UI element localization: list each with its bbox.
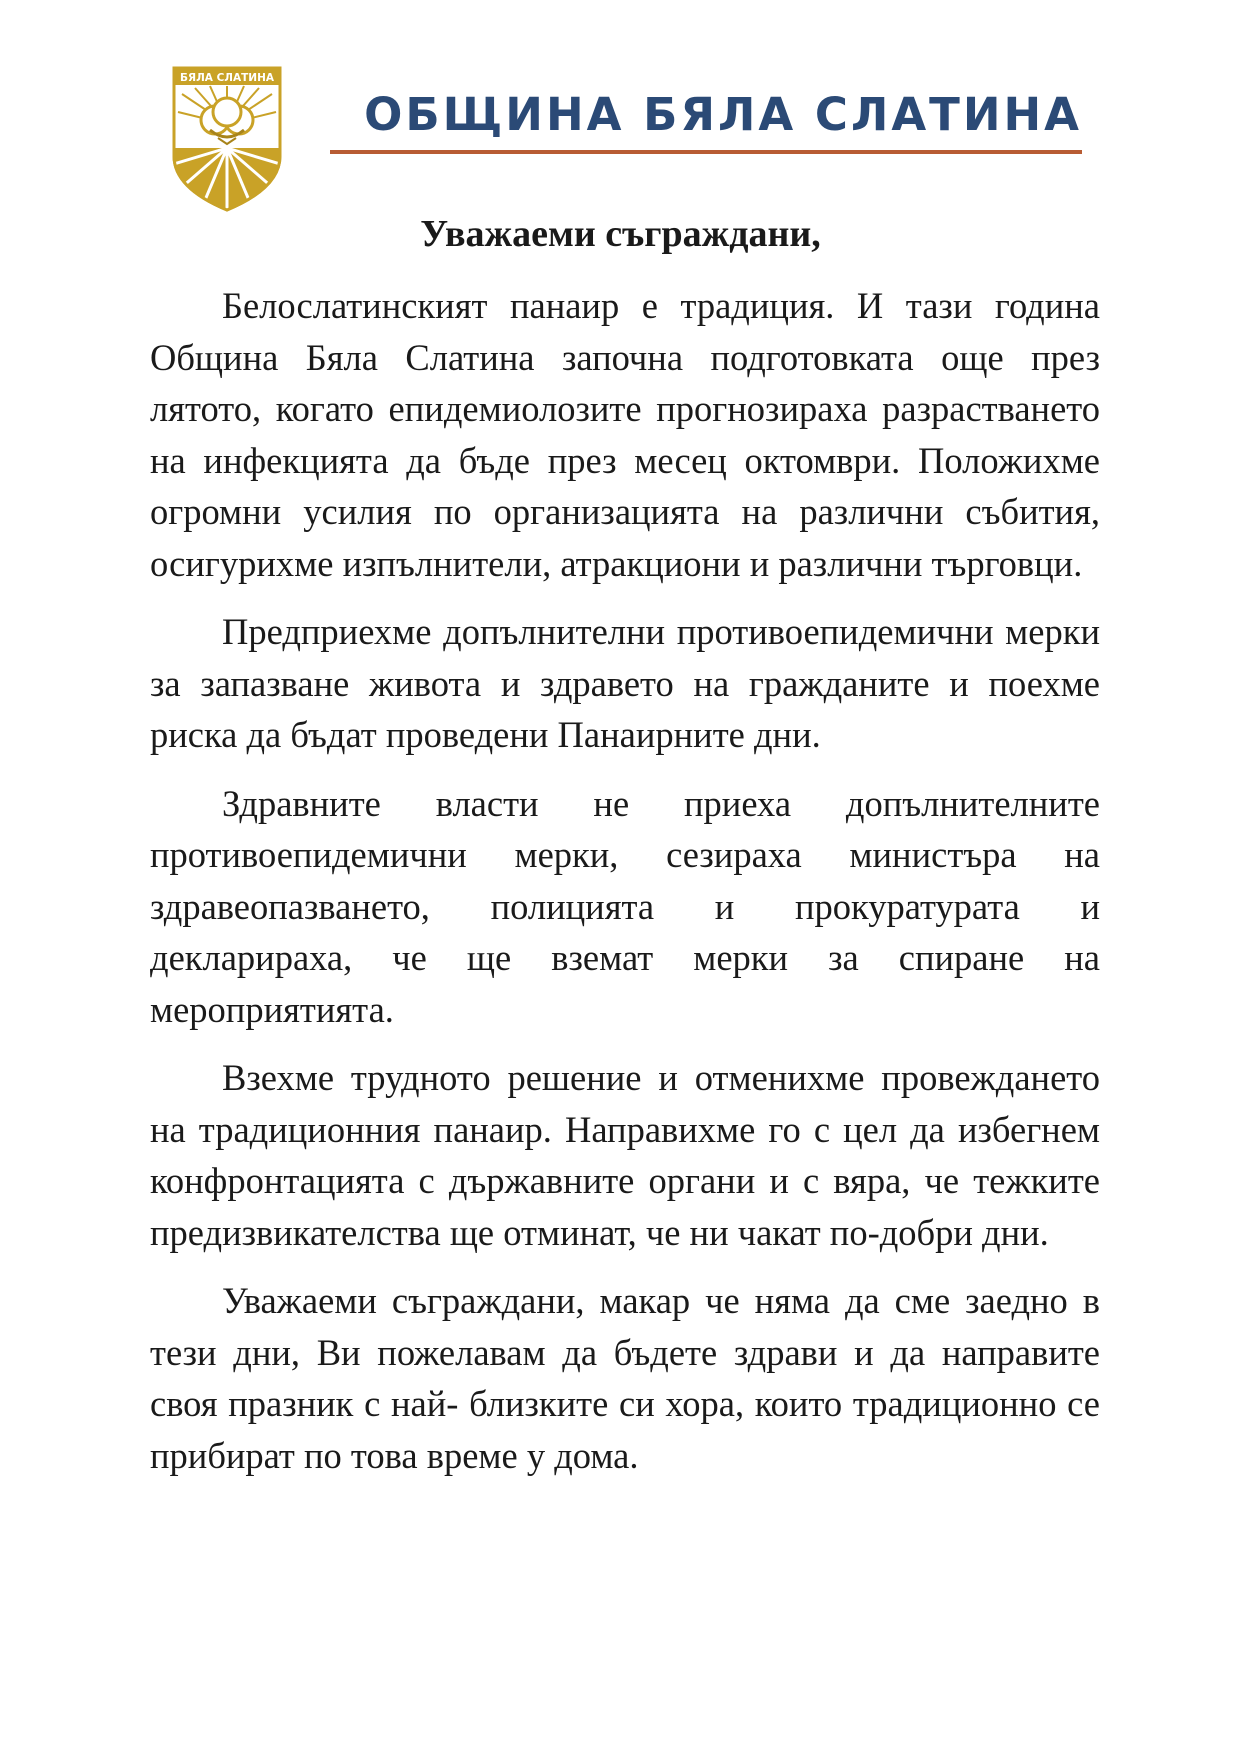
letter-greeting: Уважаеми съграждани, bbox=[420, 213, 821, 255]
paragraph-cancellation-decision: Взехме трудното решение и отменихме провеждането на традиционния панаир. Направихме го с цел да избегнем конфронтацията с държавните органи и с вяра, че тежките предизвикателства ще отминат, че ни чакат по-добри дни. bbox=[150, 1057, 1100, 1253]
paragraph-health-authorities: Здравните власти не приеха допълнителните противоепидемични мерки, сезираха министъра на здравеопазването, полицията и прокуратурата и декларираха, че ще вземат мерки за спиране на мероприятията. bbox=[150, 782, 1100, 1030]
paragraph-closing-wishes: Уважаеми съграждани, макар че няма да сме заедно в тези дни, Ви пожелавам да бъдете здрави и да направите своя празник с най- близките си хора, които традиционно се прибират по това време у дома. bbox=[150, 1280, 1100, 1476]
header-divider bbox=[330, 150, 1082, 154]
municipality-title: ОБЩИНА БЯЛА СЛАТИНА bbox=[364, 88, 1082, 141]
municipality-coat-of-arms-logo bbox=[170, 64, 284, 212]
paragraph-fair-tradition: Белослатинският панаир е традиция. И тази година Община Бяла Слатина започна подготовката още през лятото, когато епидемиолозите прогнозираха разрастването на инфекцията да бъде през месец октомври. Положихме огромни усилия по организацията на различни събития, осигурихме изпълнители, атракциони и различни търговци. bbox=[150, 285, 1100, 584]
logo-text: БЯЛА СЛАТИНА bbox=[179, 72, 275, 84]
paragraph-additional-measures: Предприехме допълнителни противоепидемични мерки за запазване живота и здравето на гражданите и поехме риска да бъдат проведени Панаирните дни. bbox=[150, 611, 1100, 755]
letter-body bbox=[150, 280, 1100, 1498]
